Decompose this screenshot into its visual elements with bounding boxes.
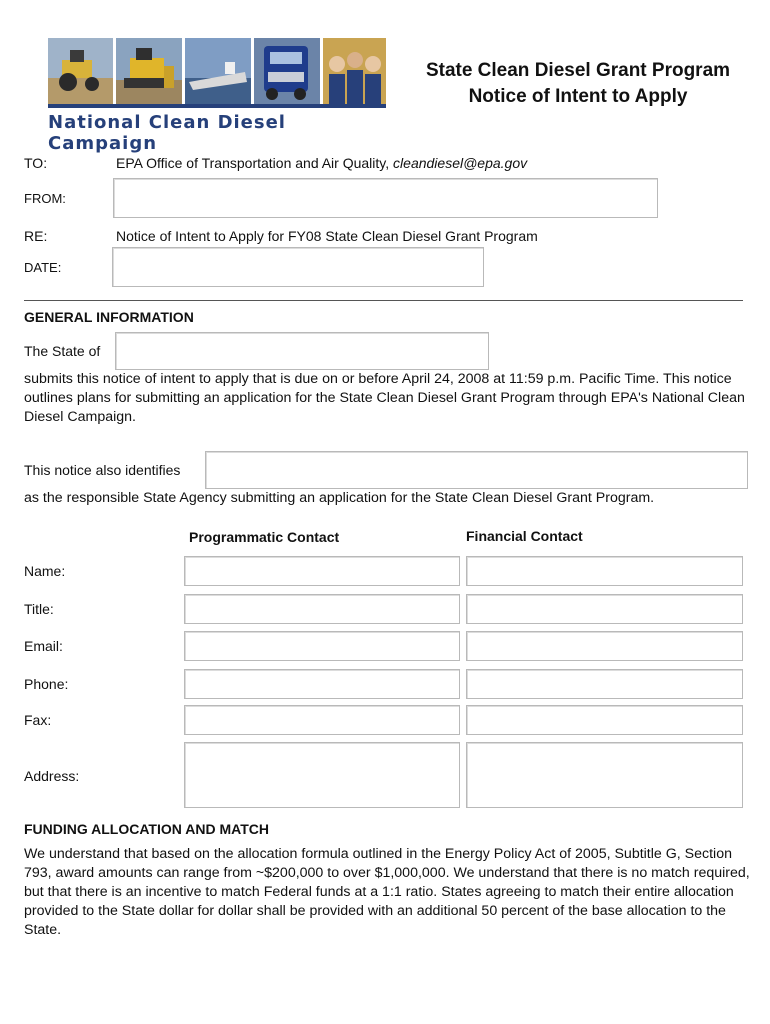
financial-fax-field[interactable] [466,705,743,735]
email-label: Email: [24,638,63,654]
from-label: FROM: [24,191,66,206]
re-label: RE: [24,228,48,244]
section-divider [24,300,743,301]
general-heading: GENERAL INFORMATION [24,309,194,325]
to-recipient: EPA Office of Transportation and Air Quality, [116,155,394,171]
phone-label: Phone: [24,676,69,692]
students-photo [323,38,386,104]
intent-paragraph: submits this notice of intent to apply that is due on or before April 24, 2008 at 11:59 p.m. Pacific Time. This notice outlines plans for submitting an application for the State Clean Diesel Grant Program through EPA's National Clean Diesel Campaign. [24,371,745,425]
financial-address-field[interactable] [466,742,743,808]
state-label: The State of [24,343,101,359]
financial-contact-header: Financial Contact [466,528,583,544]
to-value [116,155,527,171]
to-email: cleandiesel@epa.gov [393,155,528,171]
truck-photo [254,38,320,104]
financial-title-field[interactable] [466,594,743,624]
programmatic-title-field[interactable] [184,594,460,624]
to-label: TO: [24,155,48,171]
financial-phone-field[interactable] [466,669,743,699]
date-label: DATE: [24,260,62,275]
fax-label: Fax: [24,712,52,728]
agency-paragraph: as the responsible State Agency submitting an application for the State Clean Diesel Grant Program. [24,490,655,506]
re-value: Notice of Intent to Apply for FY08 State Clean Diesel Grant Program [116,228,538,244]
from-field[interactable] [113,178,658,218]
funding-heading: FUNDING ALLOCATION AND MATCH [24,821,269,837]
title-line-1: State Clean Diesel Grant Program [425,60,731,81]
page-title [398,58,758,110]
financial-name-field[interactable] [466,556,743,586]
programmatic-fax-field[interactable] [184,705,460,735]
agency-label: This notice also identifies [24,462,181,478]
state-field[interactable] [115,332,489,370]
logo-divider [48,104,386,108]
tractor-photo [48,38,113,104]
bulldozer-photo [116,38,182,104]
programmatic-contact-header: Programmatic Contact [189,529,340,545]
agency-field[interactable] [205,451,748,489]
date-field[interactable] [112,247,484,287]
title-line-2: Notice of Intent to Apply [468,86,688,107]
title-label: Title: [24,601,54,617]
address-label: Address: [24,768,80,784]
programmatic-address-field[interactable] [184,742,460,808]
funding-paragraph: We understand that based on the allocation formula outlined in the Energy Policy Act of 2005, Subtitle G, Section 793, award amounts can range from ~$200,000 to over $1,000,000. We understand that there is no match required, but that there is an incentive to match Federal funds at a 1:1 ratio. States agreeing to match their entire allocation provided to the State dollar for dollar shall be provided with an additional 50 percent of the base allocation to the State. [24,846,750,938]
financial-email-field[interactable] [466,631,743,661]
ship-photo [185,38,251,104]
name-label: Name: [24,563,66,579]
programmatic-email-field[interactable] [184,631,460,661]
programmatic-name-field[interactable] [184,556,460,586]
campaign-name: National Clean Diesel Campaign [48,112,286,154]
programmatic-phone-field[interactable] [184,669,460,699]
